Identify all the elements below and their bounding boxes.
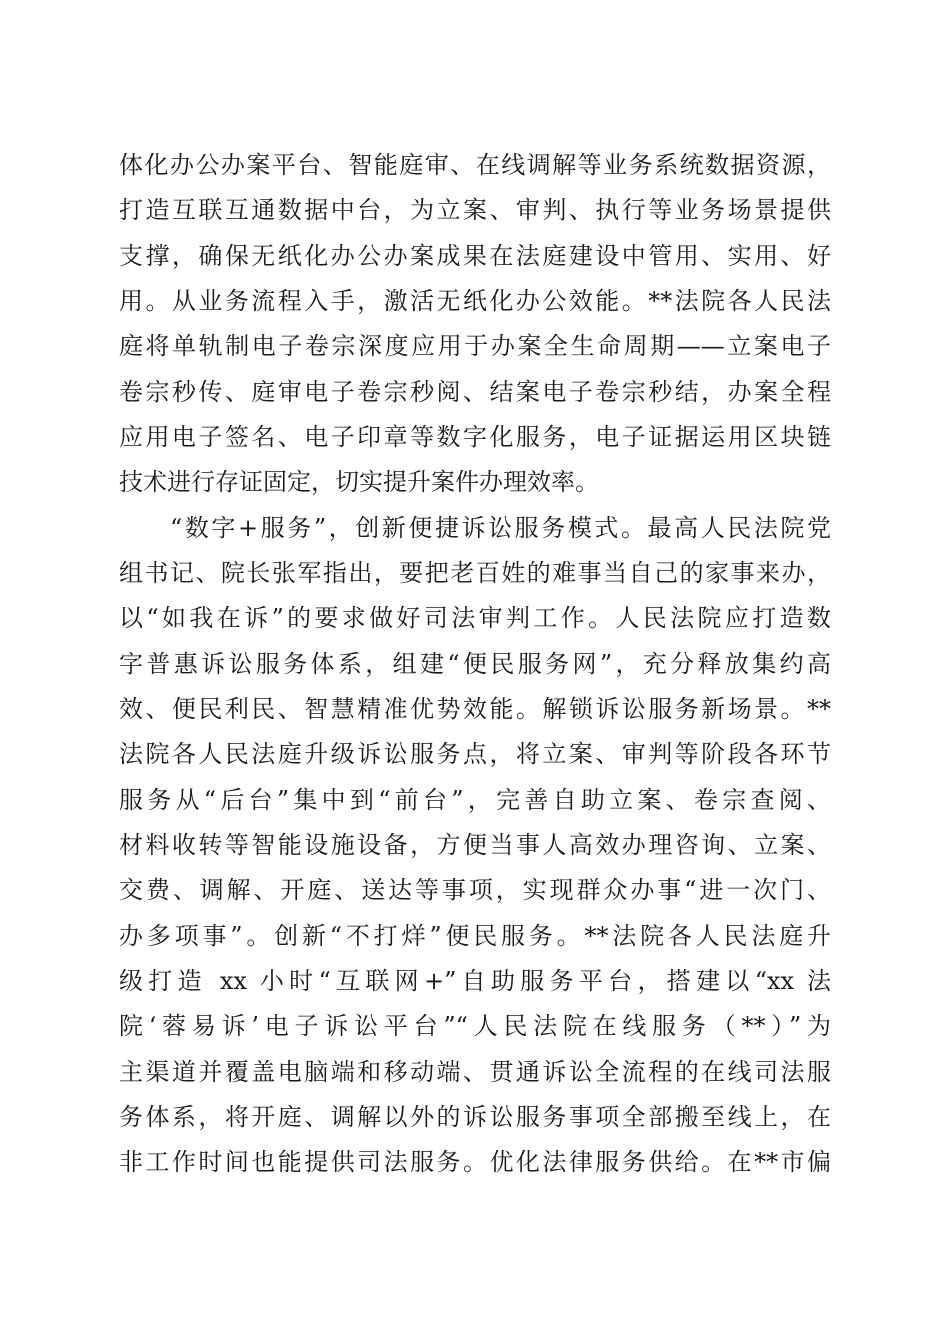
text-line: 体化办公办案平台、智能庭审、在线调解等业务系统数据资源， — [119, 151, 831, 179]
text-line: 以“如我在诉”的要求做好司法审判工作。人民法院应打造数 — [119, 604, 831, 632]
text-line: 庭将单轨制电子卷宗深度应用于办案全生命周期——立案电子 — [119, 332, 831, 360]
text-line: 务体系，将开庭、调解以外的诉讼服务事项全部搬至线上，在 — [119, 1103, 831, 1131]
text-line: 支撑，确保无纸化办公办案成果在法庭建设中管用、实用、好 — [119, 242, 831, 270]
text-line: 效、便民利民、智慧精准优势效能。解锁诉讼服务新场景。** — [119, 695, 831, 723]
text-line: 级打造 xx 小时“互联网+”自助服务平台，搭建以“xx 法 — [119, 967, 831, 995]
text-line: 用。从业务流程入手，激活无纸化办公效能。**法院各人民法 — [119, 287, 831, 315]
text-line: 卷宗秒传、庭审电子卷宗秒阅、结案电子卷宗秒结，办案全程 — [119, 378, 831, 406]
text-line: 服务从“后台”集中到“前台”，完善自助立案、卷宗查阅、 — [119, 786, 831, 814]
text-line: 字普惠诉讼服务体系，组建“便民服务网”，充分释放集约高 — [119, 650, 831, 678]
text-line: 材料收转等智能设施设备，方便当事人高效办理咨询、立案、 — [119, 831, 831, 859]
text-line: 办多项事”。创新“不打烊”便民服务。**法院各人民法庭升 — [119, 922, 831, 950]
text-line: 非工作时间也能提供司法服务。优化法律服务供给。在**市偏 — [119, 1148, 831, 1176]
text-line: 组书记、院长张军指出，要把老百姓的难事当自己的家事来办， — [119, 559, 831, 587]
text-line: 技术进行存证固定，切实提升案件办理效率。 — [119, 468, 599, 496]
text-line: 打造互联互通数据中台，为立案、审判、执行等业务场景提供 — [119, 196, 831, 224]
text-line: 交费、调解、开庭、送达等事项，实现群众办事“进一次门、 — [119, 876, 831, 904]
text-line: 应用电子签名、电子印章等数字化服务，电子证据运用区块链 — [119, 423, 831, 451]
text-line: 主渠道并覆盖电脑端和移动端、贯通诉讼全流程的在线司法服 — [119, 1058, 831, 1086]
text-line: 院‘蓉易诉’电子诉讼平台”“人民法院在线服务（**）”为 — [119, 1012, 831, 1040]
paragraph-first-line: “数字+服务”，创新便捷诉讼服务模式。最高人民法院党 — [170, 514, 831, 542]
text-line: 法院各人民法庭升级诉讼服务点，将立案、审判等阶段各环节 — [119, 740, 831, 768]
